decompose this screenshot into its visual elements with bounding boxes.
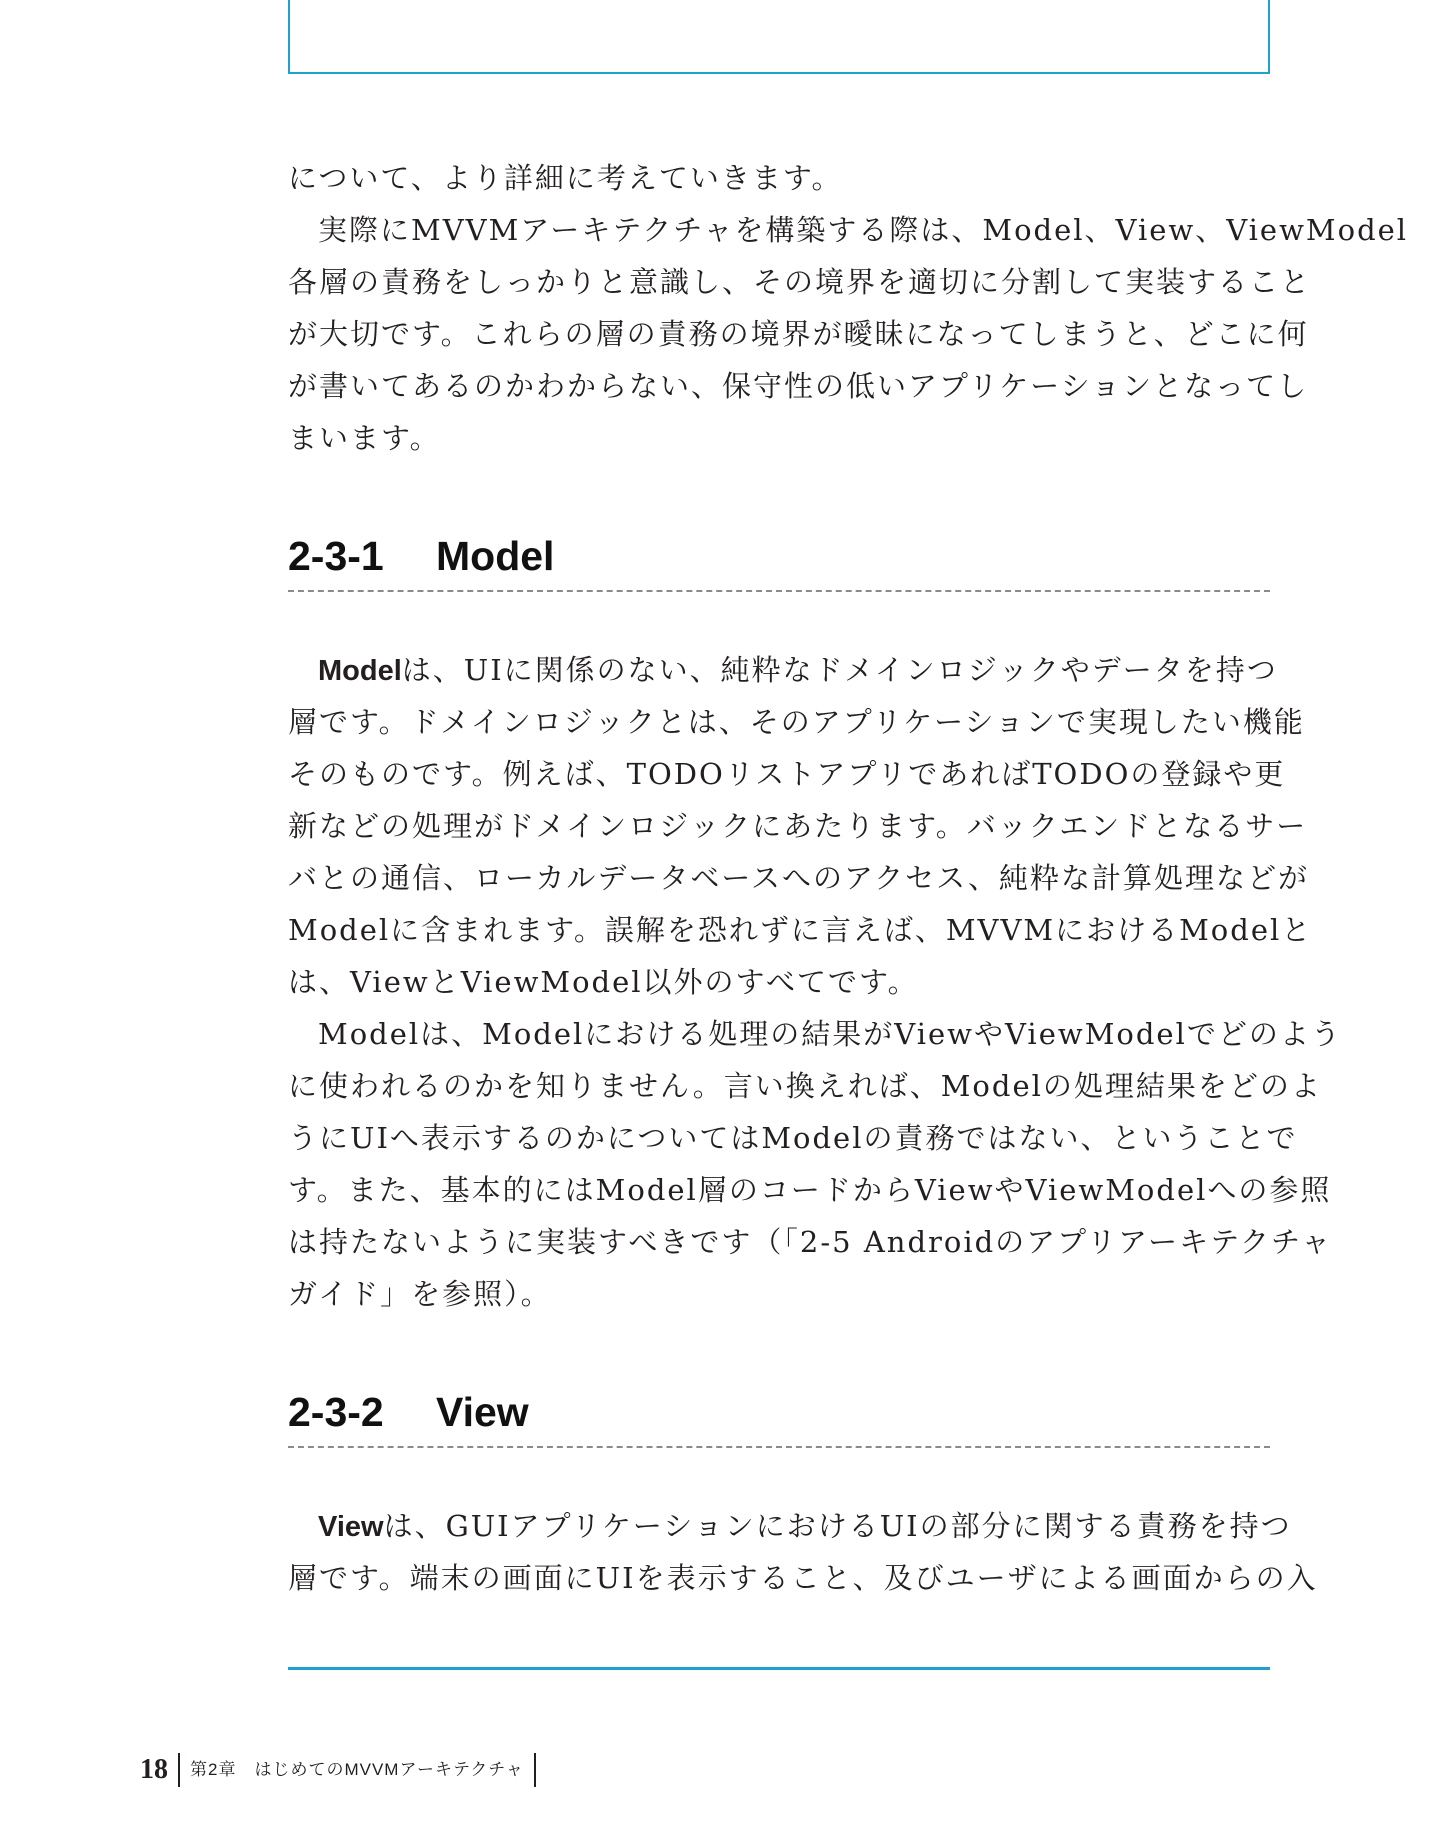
chapter-title: 第2章 はじめてのMVVMアーキテクチャ (180, 1753, 536, 1787)
model-paragraph-1 (288, 644, 1342, 1320)
text-line: 実際にMVVMアーキテクチャを構築する際は、Model、View、ViewModel (318, 213, 1409, 247)
text-line: 新などの処理がドメインロジックにあたります。バックエンドとなるサー (288, 809, 1308, 843)
text-line: そのものです。例えば、TODOリストアプリであればTODOの登録や更 (288, 757, 1286, 791)
text-line: まいます。 (288, 421, 441, 455)
text-line (288, 1500, 1292, 1552)
section-heading-view (288, 1386, 1270, 1448)
page-number: 18 (140, 1753, 180, 1787)
text-line: す。また、基本的にはModel層のコードからViewやViewModelへの参照 (288, 1173, 1332, 1207)
text-line: Modelに含まれます。誤解を恐れずに言えば、MVVMにおけるModelと (288, 913, 1313, 947)
section-title: Model (436, 533, 555, 579)
text-line: ガイド」を参照）。 (288, 1277, 552, 1311)
text-span: は、GUIアプリケーションにおけるUIの部分に関する責務を持つ (383, 1509, 1292, 1543)
text-line: が大切です。これらの層の責務の境界が曖昧になってしまうと、どこに何 (288, 317, 1309, 351)
text-line: について、より詳細に考えていきます。 (288, 161, 843, 195)
text-line: バとの通信、ローカルデータベースへのアクセス、純粋な計算処理などが (288, 861, 1309, 895)
text-line: Modelは、Modelにおける処理の結果がViewやViewModelでどのよう (318, 1017, 1342, 1051)
view-paragraph-1 (288, 1500, 1318, 1604)
text-span: は、UIに関係のない、純粋なドメインロジックやデータを持つ (401, 653, 1278, 687)
text-line: 各層の責務をしっかりと意識し、その境界を適切に分割して実装すること (288, 265, 1312, 299)
text-line: 層です。ドメインロジックとは、そのアプリケーションで実現したい機能 (288, 705, 1305, 739)
section-title: View (436, 1389, 529, 1435)
bottom-rule (288, 1667, 1270, 1670)
text-line: に使われるのかを知りません。言い換えれば、Modelの処理結果をどのよ (288, 1069, 1322, 1103)
text-line: 層です。端末の画面にUIを表示すること、及びユーザによる画面からの入 (288, 1561, 1318, 1595)
text-line: は持たないように実装すべきです（「2-5 Androidのアプリアーキテクチャ (288, 1225, 1333, 1259)
text-line: が書いてあるのかわからない、保守性の低いアプリケーションとなってし (288, 369, 1309, 403)
top-frame-box (288, 0, 1270, 74)
lead-term: View (318, 1511, 384, 1543)
page-footer (140, 1752, 536, 1788)
text-line (288, 644, 1278, 696)
text-line: は、ViewとViewModel以外のすべてです。 (288, 965, 919, 999)
intro-paragraph (288, 152, 1409, 464)
text-line: うにUIへ表示するのかについてはModelの責務ではない、ということで (288, 1121, 1298, 1155)
lead-term: Model (318, 655, 402, 687)
section-heading-model (288, 530, 1270, 592)
section-number: 2-3-1 (288, 533, 384, 579)
section-number: 2-3-2 (288, 1389, 384, 1435)
